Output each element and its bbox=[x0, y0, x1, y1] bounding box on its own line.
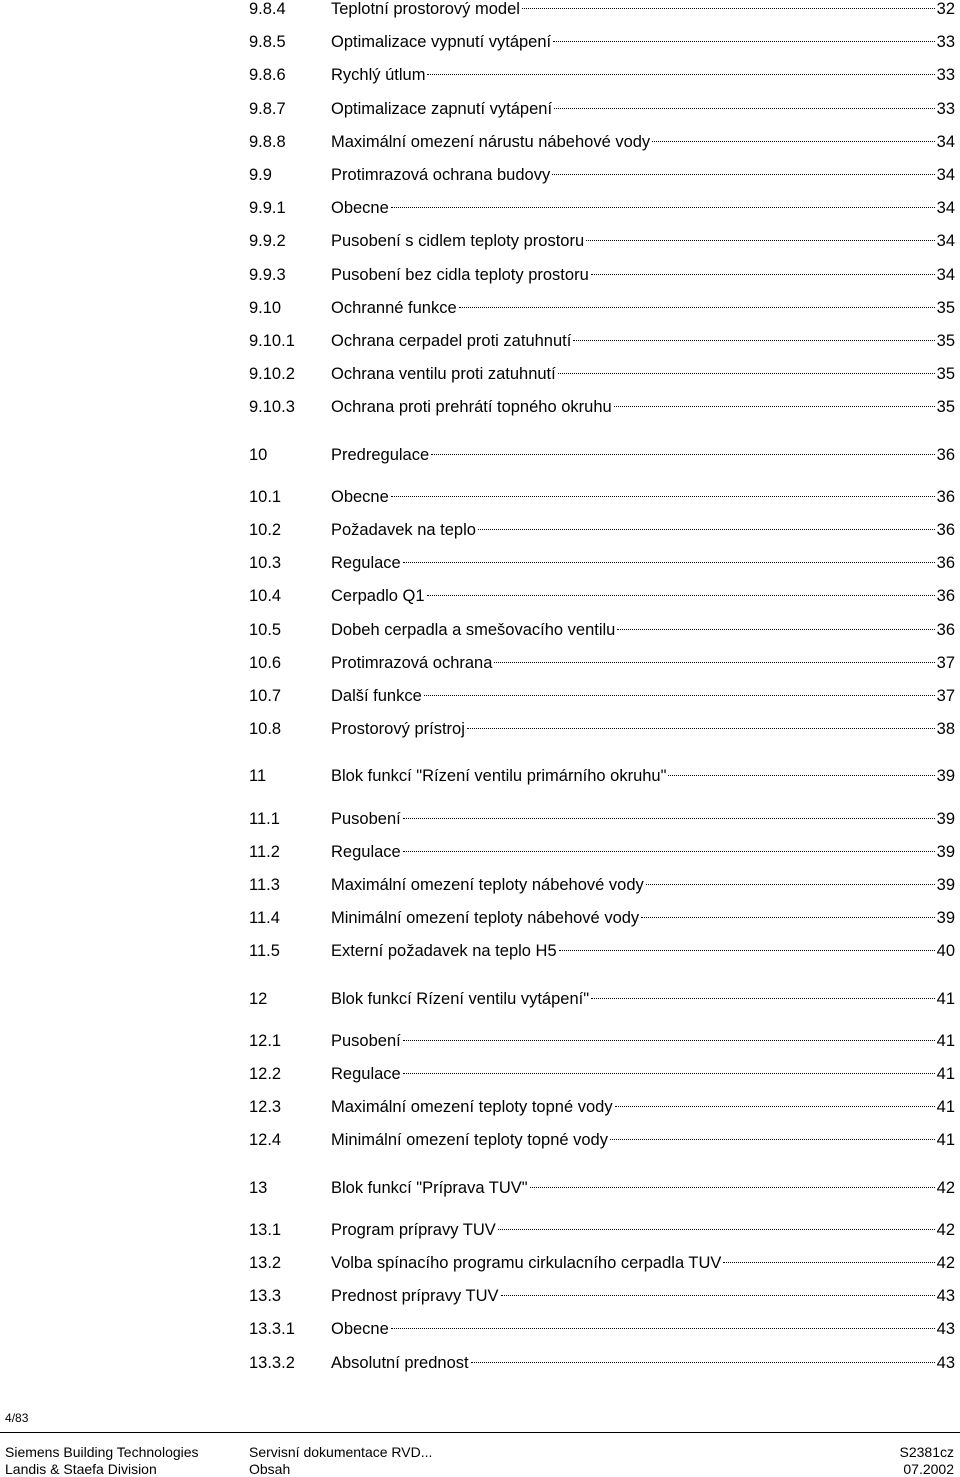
toc-entry-page: 33 bbox=[936, 33, 955, 51]
toc-entry-page: 39 bbox=[936, 767, 955, 785]
toc-dot-leader bbox=[427, 73, 934, 75]
toc-dot-leader bbox=[559, 949, 935, 951]
toc-entry-number: 10.5 bbox=[249, 621, 282, 639]
toc-entry-page: 41 bbox=[936, 1032, 955, 1050]
toc-entry-title: Optimalizace vypnutí vytápení bbox=[331, 33, 552, 51]
toc-entry-title: Maximální omezení teploty nábehové vody bbox=[331, 876, 644, 894]
toc-entry-number: 12.4 bbox=[249, 1131, 282, 1149]
toc-entry-number: 13 bbox=[249, 1179, 268, 1197]
toc-entry[interactable] bbox=[249, 1316, 955, 1342]
toc-entry[interactable] bbox=[249, 0, 955, 22]
toc-entry-page: 36 bbox=[936, 446, 955, 464]
toc-dot-leader bbox=[471, 1361, 935, 1363]
toc-entry-page: 33 bbox=[936, 66, 955, 84]
toc-entry-title: Blok funkcí Rízení ventilu vytápení" bbox=[331, 990, 590, 1008]
toc-dot-leader bbox=[427, 594, 935, 596]
toc-entry-page: 36 bbox=[936, 587, 955, 605]
toc-entry[interactable] bbox=[249, 162, 955, 188]
toc-entry-number: 9.10.2 bbox=[249, 365, 295, 383]
toc-entry-number: 12.1 bbox=[249, 1032, 282, 1050]
toc-dot-leader bbox=[668, 774, 934, 776]
toc-entry-number: 9.10 bbox=[249, 299, 282, 317]
toc-entry[interactable] bbox=[249, 1061, 955, 1087]
toc-dot-leader bbox=[723, 1261, 934, 1263]
toc-entry[interactable] bbox=[249, 872, 955, 898]
footer-company: Siemens Building Technologies bbox=[5, 1444, 199, 1460]
toc-entry[interactable] bbox=[249, 905, 955, 931]
toc-entry-page: 39 bbox=[936, 876, 955, 894]
toc-entry-number: 13.3 bbox=[249, 1287, 282, 1305]
toc-entry-page: 34 bbox=[936, 232, 955, 250]
toc-entry-title: Rychlý útlum bbox=[331, 66, 426, 84]
toc-entry-page: 41 bbox=[936, 990, 955, 1008]
toc-entry-number: 13.2 bbox=[249, 1254, 282, 1272]
toc-entry-page: 43 bbox=[936, 1287, 955, 1305]
toc-entry[interactable] bbox=[249, 195, 955, 221]
toc-entry-page: 39 bbox=[936, 909, 955, 927]
toc-dot-leader bbox=[403, 561, 935, 563]
toc-entry[interactable] bbox=[249, 683, 955, 709]
toc-dot-leader bbox=[552, 173, 934, 175]
toc-entry-title: Optimalizace zapnutí vytápení bbox=[331, 100, 553, 118]
toc-dot-leader bbox=[424, 694, 935, 696]
footer-doc-id: S2381cz bbox=[899, 1444, 954, 1460]
toc-entry-number: 9.8.8 bbox=[249, 133, 286, 151]
toc-entry-page: 43 bbox=[936, 1354, 955, 1372]
toc-entry[interactable] bbox=[249, 129, 955, 155]
toc-entry-number: 9.10.1 bbox=[249, 332, 295, 350]
toc-entry-number: 10.3 bbox=[249, 554, 282, 572]
toc-entry-page: 41 bbox=[936, 1065, 955, 1083]
toc-entry-number: 10.4 bbox=[249, 587, 282, 605]
toc-entry[interactable] bbox=[249, 29, 955, 55]
toc-entry-page: 35 bbox=[936, 332, 955, 350]
toc-entry-page: 35 bbox=[936, 365, 955, 383]
toc-entry[interactable] bbox=[249, 1350, 955, 1376]
toc-entry-title: Pusobení bbox=[331, 810, 401, 828]
toc-entry-page: 32 bbox=[936, 0, 955, 18]
toc-entry-number: 12 bbox=[249, 990, 268, 1008]
toc-entry-page: 36 bbox=[936, 621, 955, 639]
toc-entry[interactable] bbox=[249, 763, 955, 789]
toc-entry-title: Externí požadavek na teplo H5 bbox=[331, 942, 557, 960]
toc-entry-page: 37 bbox=[936, 654, 955, 672]
toc-entry[interactable] bbox=[249, 262, 955, 288]
toc-entry-title: Ochrana proti prehrátí topného okruhu bbox=[331, 398, 612, 416]
toc-entry-title: Další funkce bbox=[331, 687, 422, 705]
toc-entry-page: 34 bbox=[936, 133, 955, 151]
footer-date: 07.2002 bbox=[903, 1461, 954, 1477]
toc-entry[interactable] bbox=[249, 650, 955, 676]
toc-entry[interactable] bbox=[249, 806, 955, 832]
toc-entry-title: Maximální omezení teploty topné vody bbox=[331, 1098, 613, 1116]
toc-entry[interactable] bbox=[249, 839, 955, 865]
toc-dot-leader bbox=[403, 1039, 935, 1041]
toc-entry-page: 42 bbox=[936, 1254, 955, 1272]
toc-entry-number: 11.3 bbox=[249, 876, 280, 894]
toc-dot-leader bbox=[553, 40, 935, 42]
toc-entry-page: 36 bbox=[936, 521, 955, 539]
toc-dot-leader bbox=[498, 1228, 935, 1230]
toc-entry-page: 33 bbox=[936, 100, 955, 118]
toc-entry-title: Protimrazová ochrana budovy bbox=[331, 166, 551, 184]
toc-dot-leader bbox=[558, 372, 935, 374]
toc-entry-title: Pusobení bez cidla teploty prostoru bbox=[331, 266, 589, 284]
toc-entry[interactable] bbox=[249, 484, 955, 510]
toc-dot-leader bbox=[494, 661, 934, 663]
toc-entry[interactable] bbox=[249, 1250, 955, 1276]
toc-entry-number: 10.2 bbox=[249, 521, 282, 539]
toc-entry[interactable] bbox=[249, 1127, 955, 1153]
toc-entry[interactable] bbox=[249, 1094, 955, 1120]
toc-entry[interactable] bbox=[249, 62, 955, 88]
toc-entry-title: Cerpadlo Q1 bbox=[331, 587, 425, 605]
toc-entry-page: 41 bbox=[936, 1098, 955, 1116]
toc-entry-title: Ochranné funkce bbox=[331, 299, 457, 317]
toc-entry[interactable] bbox=[249, 617, 955, 643]
toc-dot-leader bbox=[391, 495, 935, 497]
footer-section: Obsah bbox=[249, 1461, 291, 1477]
toc-dot-leader bbox=[652, 140, 934, 142]
toc-entry-number: 11.1 bbox=[249, 810, 280, 828]
toc-entry-title: Regulace bbox=[331, 843, 401, 861]
toc-entry-title: Dobeh cerpadla a smešovacího ventilu bbox=[331, 621, 616, 639]
toc-entry[interactable] bbox=[249, 583, 955, 609]
toc-entry-number: 11.2 bbox=[249, 843, 280, 861]
toc-dot-leader bbox=[478, 528, 935, 530]
toc-entry-number: 13.1 bbox=[249, 1221, 282, 1239]
toc-entry-title: Minimální omezení teploty topné vody bbox=[331, 1131, 608, 1149]
toc-entry-title: Maximální omezení nárustu nábehové vody bbox=[331, 133, 651, 151]
toc-entry-page: 39 bbox=[936, 810, 955, 828]
toc-entry-number: 9.8.6 bbox=[249, 66, 286, 84]
toc-entry-number: 9.9 bbox=[249, 166, 272, 184]
toc-entry-page: 36 bbox=[936, 488, 955, 506]
toc-dot-leader bbox=[391, 1327, 935, 1329]
toc-dot-leader bbox=[591, 997, 935, 999]
toc-dot-leader bbox=[431, 453, 934, 455]
toc-entry-number: 9.8.4 bbox=[249, 0, 286, 18]
toc-entry-page: 38 bbox=[936, 720, 955, 738]
toc-entry-title: Predregulace bbox=[331, 446, 430, 464]
toc-entry[interactable] bbox=[249, 517, 955, 543]
toc-entry[interactable] bbox=[249, 394, 955, 420]
toc-entry-title: Regulace bbox=[331, 1065, 401, 1083]
toc-entry-number: 11.5 bbox=[249, 942, 280, 960]
toc-entry-title: Absolutní prednost bbox=[331, 1354, 469, 1372]
page-current: 4 bbox=[5, 1411, 12, 1425]
toc-entry-title: Program prípravy TUV bbox=[331, 1221, 496, 1239]
toc-entry[interactable] bbox=[249, 96, 955, 122]
toc-dot-leader bbox=[459, 306, 935, 308]
toc-dot-leader bbox=[610, 1138, 935, 1140]
toc-entry-number: 9.9.3 bbox=[249, 266, 286, 284]
toc-entry-title: Teplotní prostorový model bbox=[331, 0, 520, 18]
page-counter bbox=[5, 1411, 28, 1425]
toc-entry-number: 11 bbox=[249, 767, 267, 785]
toc-entry-title: Obecne bbox=[331, 199, 389, 217]
toc-entry-title: Obecne bbox=[331, 488, 389, 506]
toc-entry[interactable] bbox=[249, 1217, 955, 1243]
toc-entry-number: 10.7 bbox=[249, 687, 282, 705]
toc-entry-title: Volba spínacího programu cirkulacního cerpadla TUV bbox=[331, 1254, 722, 1272]
toc-entry[interactable] bbox=[249, 986, 955, 1012]
toc-entry-page: 37 bbox=[936, 687, 955, 705]
toc-entry-number: 9.9.1 bbox=[249, 199, 286, 217]
toc-entry-number: 12.3 bbox=[249, 1098, 282, 1116]
toc-entry[interactable] bbox=[249, 550, 955, 576]
toc-dot-leader bbox=[617, 628, 934, 630]
toc-entry-page: 34 bbox=[936, 266, 955, 284]
toc-entry-number: 9.8.7 bbox=[249, 100, 286, 118]
toc-entry-page: 43 bbox=[936, 1320, 955, 1338]
toc-dot-leader bbox=[501, 1294, 935, 1296]
toc-entry-number: 10.6 bbox=[249, 654, 282, 672]
toc-entry[interactable] bbox=[249, 328, 955, 354]
toc-entry-page: 42 bbox=[936, 1179, 955, 1197]
toc-dot-leader bbox=[391, 206, 935, 208]
toc-entry-title: Blok funkcí "Príprava TUV" bbox=[331, 1179, 528, 1197]
toc-entry-title: Ochrana ventilu proti zatuhnutí bbox=[331, 365, 556, 383]
toc-entry[interactable] bbox=[249, 295, 955, 321]
toc-entry-number: 9.8.5 bbox=[249, 33, 286, 51]
toc-dot-leader bbox=[522, 7, 935, 9]
toc-entry-number: 13.3.1 bbox=[249, 1320, 295, 1338]
toc-entry-title: Blok funkcí "Rízení ventilu primárního okruhu" bbox=[331, 767, 667, 785]
toc-dot-leader bbox=[403, 1072, 935, 1074]
toc-entry[interactable] bbox=[249, 1028, 955, 1054]
toc-entry-number: 10.8 bbox=[249, 720, 282, 738]
footer-divider bbox=[0, 1432, 960, 1433]
page-total: /83 bbox=[11, 1411, 29, 1425]
footer-doc-title: Servisní dokumentace RVD... bbox=[249, 1444, 433, 1460]
toc-entry-page: 39 bbox=[936, 843, 955, 861]
toc-entry-title: Obecne bbox=[331, 1320, 389, 1338]
toc-dot-leader bbox=[573, 339, 934, 341]
toc-entry-title: Požadavek na teplo bbox=[331, 521, 476, 539]
toc-entry[interactable] bbox=[249, 228, 955, 254]
toc-entry-number: 9.10.3 bbox=[249, 398, 295, 416]
toc-dot-leader bbox=[646, 883, 935, 885]
toc-entry-page: 41 bbox=[936, 1131, 955, 1149]
toc-entry-title: Prostorový prístroj bbox=[331, 720, 465, 738]
toc-entry[interactable] bbox=[249, 361, 955, 387]
toc-entry-number: 11.4 bbox=[249, 909, 280, 927]
toc-entry-number: 10 bbox=[249, 446, 268, 464]
toc-entry[interactable] bbox=[249, 938, 955, 964]
toc-entry-page: 40 bbox=[936, 942, 955, 960]
toc-entry-title: Protimrazová ochrana bbox=[331, 654, 493, 672]
toc-entry-page: 34 bbox=[936, 199, 955, 217]
toc-entry-title: Pusobení bbox=[331, 1032, 401, 1050]
toc-entry-page: 35 bbox=[936, 398, 955, 416]
toc-entry-page: 34 bbox=[936, 166, 955, 184]
toc-entry-title: Regulace bbox=[331, 554, 401, 572]
toc-dot-leader bbox=[467, 727, 935, 729]
toc-dot-leader bbox=[591, 273, 935, 275]
toc-entry-title: Ochrana cerpadel proti zatuhnutí bbox=[331, 332, 572, 350]
toc-entry[interactable] bbox=[249, 442, 955, 468]
toc-entry-page: 42 bbox=[936, 1221, 955, 1239]
toc-entry-number: 9.9.2 bbox=[249, 232, 286, 250]
toc-entry[interactable] bbox=[249, 1283, 955, 1309]
toc-dot-leader bbox=[615, 1105, 935, 1107]
toc-entry-title: Pusobení s cidlem teploty prostoru bbox=[331, 232, 585, 250]
toc-dot-leader bbox=[554, 107, 935, 109]
toc-dot-leader bbox=[403, 850, 935, 852]
toc-entry-number: 10.1 bbox=[249, 488, 282, 506]
toc-entry[interactable] bbox=[249, 716, 955, 742]
toc-entry-page: 35 bbox=[936, 299, 955, 317]
footer-division: Landis & Staefa Division bbox=[5, 1461, 157, 1477]
toc-entry-number: 12.2 bbox=[249, 1065, 282, 1083]
toc-dot-leader bbox=[641, 916, 934, 918]
toc-dot-leader bbox=[403, 817, 935, 819]
toc-entry-title: Prednost prípravy TUV bbox=[331, 1287, 499, 1305]
toc-entry-page: 36 bbox=[936, 554, 955, 572]
toc-dot-leader bbox=[530, 1186, 935, 1188]
toc-dot-leader bbox=[586, 239, 935, 241]
toc-dot-leader bbox=[614, 405, 935, 407]
toc-entry-title: Minimální omezení teploty nábehové vody bbox=[331, 909, 640, 927]
toc-entry-number: 13.3.2 bbox=[249, 1354, 295, 1372]
toc-entry[interactable] bbox=[249, 1175, 955, 1201]
